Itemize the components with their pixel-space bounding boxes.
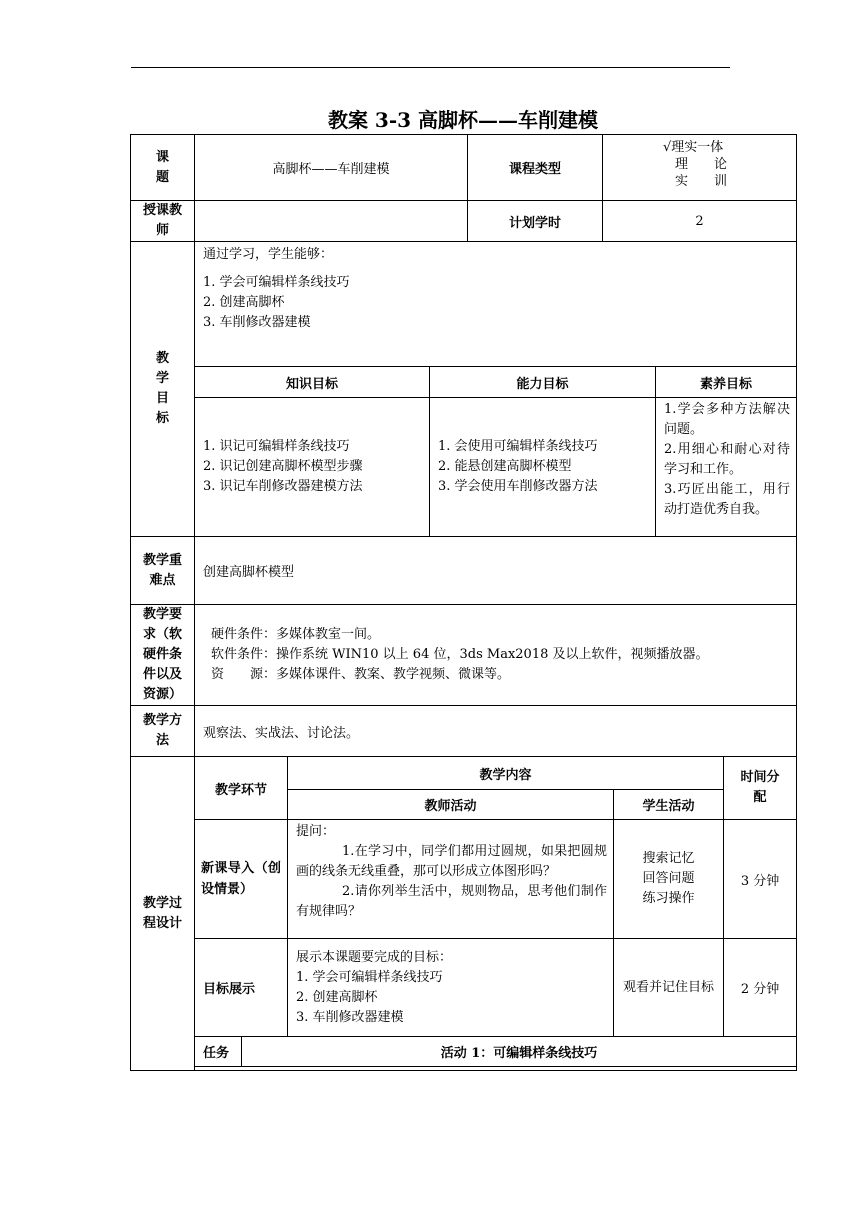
objective-item: 2. 创建高脚杯 bbox=[203, 295, 285, 310]
requirements-label: 教学要 求（软 硬件条 件以及 资源） bbox=[131, 605, 195, 706]
student-activity: 观看并记住目标 bbox=[614, 939, 724, 1037]
teacher-activity-line: 展示本课题要完成的目标： bbox=[296, 949, 453, 965]
knowledge-targets bbox=[195, 398, 430, 537]
process-cell bbox=[195, 757, 797, 1071]
requirement-line: 硬件条件：多媒体教室一间。 bbox=[211, 627, 381, 642]
ability-targets bbox=[430, 398, 656, 537]
process-step-row bbox=[195, 939, 797, 1037]
course-type-label: 课程类型 bbox=[468, 135, 603, 201]
key-points-value: 创建高脚杯模型 bbox=[195, 537, 797, 605]
teacher-row bbox=[131, 201, 797, 242]
knowledge-header: 知识目标 bbox=[195, 367, 430, 398]
teacher-label: 授课教 师 bbox=[131, 201, 195, 242]
time-allocation: 2 分钟 bbox=[724, 939, 797, 1037]
topic-row bbox=[131, 135, 797, 201]
knowledge-item: 3. 识记车削修改器建模方法 bbox=[203, 479, 363, 494]
teacher-activity-line: 2.请你列举生活中，规则物品，思考他们制作有规律吗？ bbox=[296, 884, 608, 919]
ability-item: 2. 能悬创建高脚杯模型 bbox=[438, 459, 572, 474]
process-step-row bbox=[195, 820, 797, 939]
literacy-item: 2.用细心和耐心对待学习和工作。 bbox=[664, 442, 790, 477]
literacy-targets bbox=[656, 398, 797, 537]
course-type-option: 理 论 bbox=[675, 157, 728, 172]
process-row bbox=[131, 757, 797, 1071]
methods-value: 观察法、实战法、讨论法。 bbox=[195, 706, 797, 757]
topic-value: 高脚杯——车削建模 bbox=[195, 135, 468, 201]
header-rule bbox=[131, 67, 730, 68]
objective-targets-table bbox=[194, 366, 797, 537]
knowledge-item: 1. 识记可编辑样条线技巧 bbox=[203, 439, 350, 454]
requirement-line: 资 源：多媒体课件、教案、教学视频、微课等。 bbox=[211, 667, 511, 682]
knowledge-item: 2. 识记创建高脚杯模型步骤 bbox=[203, 459, 363, 474]
teacher-activity-line: 2. 创建高脚杯 bbox=[296, 989, 378, 1005]
topic-label: 课 题 bbox=[131, 135, 195, 201]
stage-header: 教学环节 bbox=[195, 757, 288, 820]
key-points-label: 教学重 难点 bbox=[131, 537, 195, 605]
task-title: 活动 1：可编辑样条线技巧 bbox=[242, 1037, 797, 1067]
task-label: 任务 bbox=[195, 1037, 242, 1067]
teacher-activity-line: 提问： bbox=[296, 824, 336, 839]
lesson-plan-table bbox=[130, 134, 797, 1071]
student-activity: 搜索记忆 回答问题 练习操作 bbox=[614, 820, 724, 939]
student-activity-header: 学生活动 bbox=[614, 790, 724, 820]
requirements-cell bbox=[195, 605, 797, 706]
ability-item: 3. 学会使用车削修改器方法 bbox=[438, 479, 598, 494]
ability-header: 能力目标 bbox=[430, 367, 656, 398]
process-label: 教学过 程设计 bbox=[131, 757, 195, 1071]
teacher-activity bbox=[288, 820, 614, 939]
literacy-item: 3.巧匠出能工，用行动打造优秀自我。 bbox=[664, 482, 790, 517]
teacher-value bbox=[195, 201, 468, 242]
literacy-header: 素养目标 bbox=[656, 367, 797, 398]
task-row bbox=[195, 1037, 797, 1067]
hours-label: 计划学时 bbox=[468, 201, 603, 242]
teacher-activity bbox=[288, 939, 614, 1037]
teacher-activity-line: 1.在学习中，同学们都用过圆规，如果把圆规画的线条无线重叠，那可以形成立体图形吗？ bbox=[296, 844, 608, 879]
teacher-activity-header: 教师活动 bbox=[288, 790, 614, 820]
requirement-line: 软件条件：操作系统 WIN10 以上 64 位，3ds Max2018 及以上软件，视频播放器。 bbox=[211, 647, 709, 662]
page-title: 教案 3-3 高脚杯——车削建模 bbox=[327, 108, 599, 132]
time-header: 时间分 配 bbox=[724, 757, 797, 820]
key-points-row bbox=[131, 537, 797, 605]
ability-item: 1. 会使用可编辑样条线技巧 bbox=[438, 439, 598, 454]
course-type-option: 实 训 bbox=[675, 174, 728, 189]
process-table bbox=[194, 756, 797, 1067]
objectives-intro: 通过学习，学生能够： bbox=[203, 247, 334, 262]
stage-name: 目标展示 bbox=[195, 939, 288, 1037]
hours-value: 2 bbox=[603, 201, 797, 242]
objectives-cell bbox=[195, 242, 797, 537]
time-allocation: 3 分钟 bbox=[724, 820, 797, 939]
objectives-label: 教 学 目 标 bbox=[131, 242, 195, 537]
methods-label: 教学方 法 bbox=[131, 706, 195, 757]
objective-item: 3. 车削修改器建模 bbox=[203, 315, 311, 330]
methods-row bbox=[131, 706, 797, 757]
objectives-row bbox=[131, 242, 797, 537]
stage-name: 新课导入（创设情景） bbox=[195, 820, 288, 939]
course-type-option: √理实一体 bbox=[663, 140, 724, 155]
teacher-activity-line: 3. 车削修改器建模 bbox=[296, 1009, 404, 1025]
objective-item: 1. 学会可编辑样条线技巧 bbox=[203, 275, 350, 290]
content-header: 教学内容 bbox=[288, 757, 724, 790]
requirements-row bbox=[131, 605, 797, 706]
teacher-activity-line: 1. 学会可编辑样条线技巧 bbox=[296, 969, 443, 985]
literacy-item: 1.学会多种方法解决问题。 bbox=[664, 402, 790, 437]
course-type-options bbox=[603, 135, 797, 201]
